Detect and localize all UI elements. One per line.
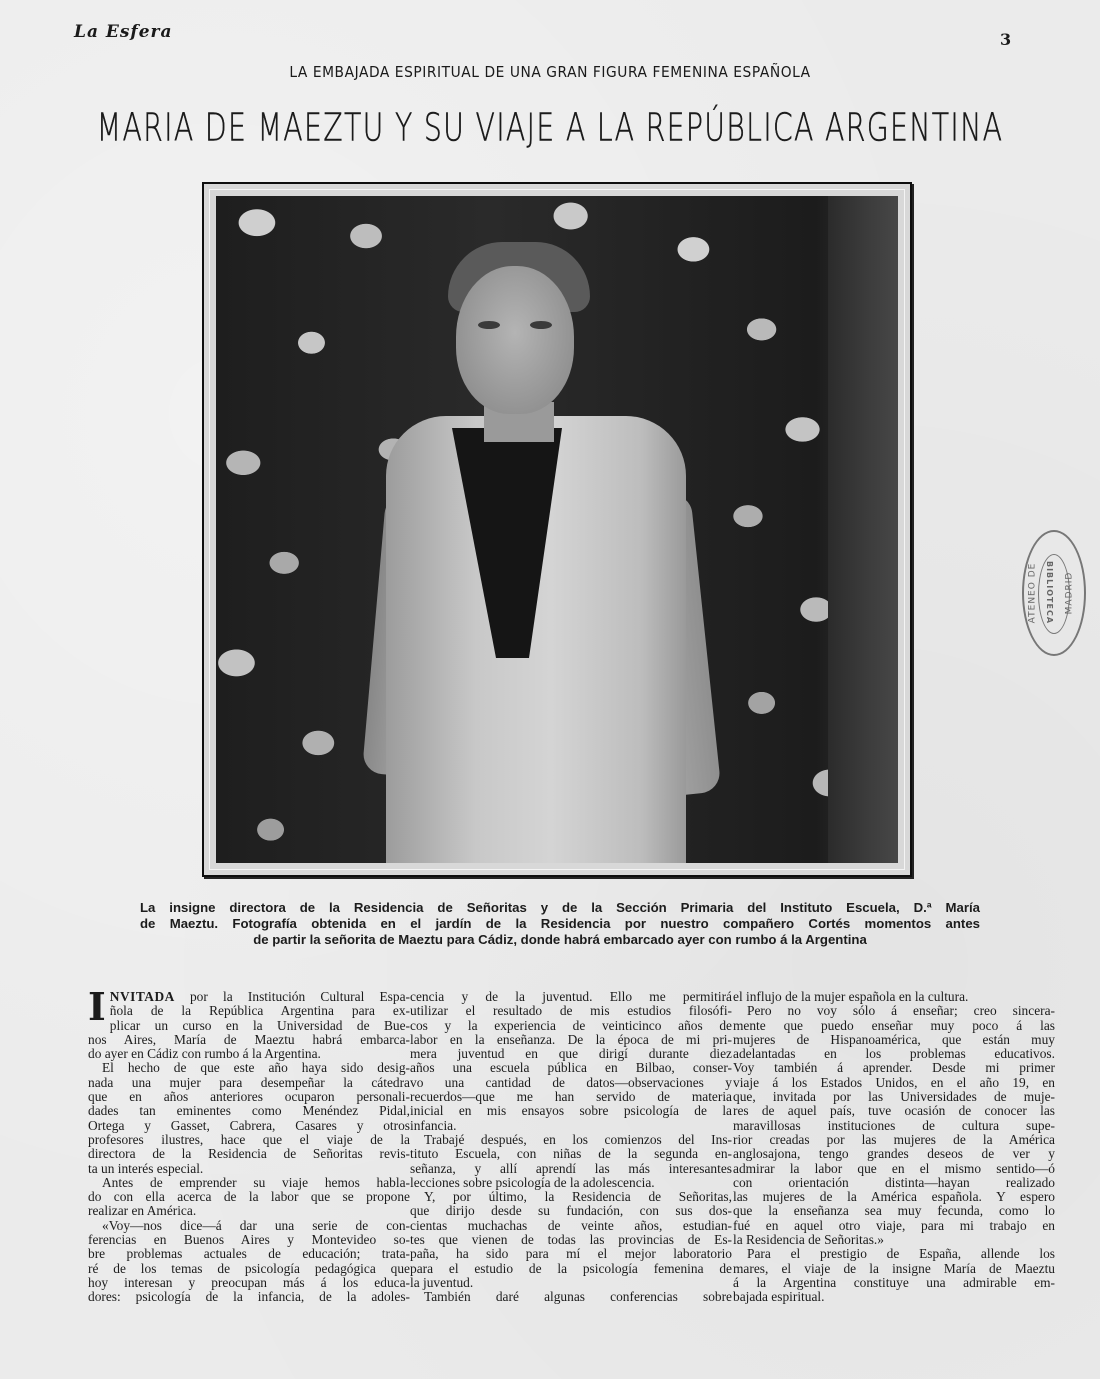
body-text-line: Trabajé después, en los comienzos del Ins- [424, 1131, 732, 1147]
body-text-line: ñola de la República Argentina para ex- [109, 1003, 410, 1019]
body-text-line: el influjo de la mujer española en la cultura. [733, 989, 969, 1004]
body-text-line: bre problemas actuales de educación; trata- [88, 1246, 410, 1262]
body-text-line: infancia. [410, 1117, 457, 1133]
body-text-line: que en años anteriores ocuparon personali- [88, 1089, 410, 1105]
body-text-line: ré de los temas de psicología pedagógica que [88, 1260, 410, 1276]
body-text-line: que, invitada por las Universidades de muje- [733, 1089, 1055, 1105]
column-3-lines [733, 990, 1055, 1305]
lead-smallcaps: NVITADA [109, 989, 175, 1004]
body-text-line: directora de la Residencia de Señoritas revis- [88, 1146, 410, 1162]
body-text-line: labor en la enseñanza. De la época de mi pri- [410, 1031, 732, 1047]
body-column-3 [733, 990, 1055, 1305]
figure-eye [530, 321, 552, 329]
caption-line: de partir la señorita de Maeztu para Cádiz, donde habrá embarcado ayer con rumbo á la Argentina [253, 932, 867, 947]
body-text-line: ferencias en Buenos Aires y Montevideo so- [88, 1232, 410, 1248]
figure-eye [478, 321, 500, 329]
body-text-line: rior creadas por las mujeres de la América [733, 1131, 1055, 1147]
portrait-figure [216, 196, 898, 863]
body-text-line: cientas muchachas de veinte años, estudian- [410, 1217, 732, 1233]
body-text-line: lecciones sobre psicología de la adolescencia. [410, 1174, 655, 1190]
article-kicker: LA EMBAJADA ESPIRITUAL DE UNA GRAN FIGURA FEMENINA ESPAÑOLA [289, 63, 811, 81]
body-text-line: paña, ha sido para mí el mejor laboratorio [410, 1246, 732, 1262]
body-text-line: utilizar el resultado de mis estudios filosófi- [410, 1003, 732, 1019]
body-text-line: la Residencia de Señoritas.» [733, 1232, 884, 1248]
body-text-line: do con ella acerca de la labor que se propone [88, 1189, 410, 1205]
stamp-text-biblioteca: BIBLIOTECA [1045, 560, 1055, 625]
photo-caption [140, 900, 980, 948]
body-text-line: adelantadas en los problemas educativos. [733, 1046, 1055, 1062]
body-text-line: bajada espiritual. [733, 1289, 825, 1305]
body-text-line: ta un interés especial. [88, 1160, 204, 1176]
body-text-line: Para el prestigio de España, allende los [747, 1246, 1055, 1262]
body-text-line: á la Argentina constituye una admirable em- [733, 1274, 1055, 1290]
body-text-line: do ayer en Cádiz con rumbo á la Argentina. [88, 1046, 321, 1062]
body-text-line: con orientación distinta—hayan realizado [733, 1174, 1055, 1190]
body-text-line: cos y la experiencia de veinticinco años de [410, 1017, 732, 1033]
body-text-line: NVITADA por la Institución Cultural Espa- [109, 989, 410, 1004]
body-text-line: anglosajona, tengo grandes deseos de ver y [733, 1146, 1055, 1162]
body-text-line: realizar en América. [88, 1203, 197, 1219]
body-text-line: Ortega y Gasset, Cabrera, Casares y otros [88, 1117, 410, 1133]
body-column-2 [410, 990, 732, 1305]
body-text-line: las mujeres de la América española. Y espero [733, 1189, 1055, 1205]
body-text-line: mujeres de Hispanoamérica, que están muy [733, 1031, 1055, 1047]
body-text-line: res de aquel país, tuve ocasión de conocer las [733, 1103, 1055, 1119]
column-1-lines [88, 984, 410, 1305]
body-text-line: profesores ilustres, hace que el viaje de la [88, 1131, 410, 1147]
caption-line: de Maeztu. Fotografía obtenida en el jardín de la Residencia por nuestro compañero Cortés momentos antes [140, 916, 980, 931]
body-text-line: admirar la labor que en el mismo sentido—ó [733, 1160, 1055, 1176]
body-text-line: años una escuela pública en Bilbao, conser- [410, 1060, 732, 1076]
body-text-line: Y, por último, la Residencia de Señoritas, [424, 1189, 732, 1205]
body-text-line: viaje á los Estados Unidos, en el año 19, en [733, 1074, 1055, 1090]
body-column-1 [88, 984, 410, 1305]
body-text-line: vo una cantidad de datos—observaciones y [410, 1074, 732, 1090]
body-text-line: mente que puedo enseñar muy poco á las [733, 1017, 1055, 1033]
library-stamp [1022, 530, 1086, 656]
photo-frame [202, 182, 912, 877]
stamp-text-ateneo: ATENEO DE [1027, 562, 1038, 624]
portrait-photo [216, 196, 898, 863]
body-text-line: fué en aquel otro viaje, para mi trabajo en [733, 1217, 1055, 1233]
body-text-line: que la enseñanza sea muy fecunda, como lo [733, 1203, 1055, 1219]
page-number: 3 [1000, 30, 1012, 49]
body-text-line: inicial en mis ensayos sobre psicología de la [410, 1103, 732, 1119]
body-text-line: maravillosas instituciones de cultura supe- [733, 1117, 1055, 1133]
body-text-line: cencia y de la juventud. Ello me permitirá [410, 989, 732, 1004]
body-text-line: dades tan eminentes como Menéndez Pidal, [88, 1103, 410, 1119]
body-text-line: la juventud. [410, 1274, 474, 1290]
drop-cap: I [88, 984, 106, 1029]
column-2-lines [410, 990, 732, 1305]
publication-name: La Esfera [74, 22, 173, 42]
body-text-line: tituto Escuela, con niñas de la segunda en- [410, 1146, 732, 1162]
article-headline: MARIA DE MAEZTU Y SU VIAJE A LA REPÚBLICA ARGENTINA [96, 105, 1004, 150]
body-text-line: También daré algunas conferencias sobre [424, 1289, 732, 1305]
body-text-line: señanza, y allí aprendí las más interesantes [410, 1160, 732, 1176]
body-text-line: tes que vienen de todas las provincias de Es- [410, 1232, 732, 1248]
body-text-line: Voy también á aprender. Desde mi primer [733, 1060, 1055, 1076]
body-text-line: El hecho de que este año haya sido desig- [102, 1060, 410, 1076]
body-text-line: plicar un curso en la Universidad de Bue- [109, 1017, 410, 1033]
body-text-line: «Voy—nos dice—á dar una serie de con- [102, 1217, 410, 1233]
stamp-text-madrid: MADRID [1064, 571, 1075, 615]
body-text-line: recuerdos—que me han servido de materia [410, 1089, 732, 1105]
body-text-line: dores: psicología de la infancia, de la adoles- [88, 1289, 410, 1305]
body-text-line: mera juventud en que dirigí durante diez [410, 1046, 732, 1062]
body-text-line: Antes de emprender su viaje hemos habla- [102, 1174, 410, 1190]
caption-line: La insigne directora de la Residencia de Señoritas y de la Sección Primaria del Instituto Escuela, D.ª María [140, 900, 980, 915]
figure-face [456, 266, 574, 414]
body-text-line: para el estudio de la psicología femenina de [410, 1260, 732, 1276]
body-text-line: que dirijo desde su fundación, con sus dos- [410, 1203, 732, 1219]
body-text-line: nos Aires, María de Maeztu habrá embarca- [88, 1031, 410, 1047]
body-text-line: Pero no voy sólo á enseñar; creo sincera- [747, 1003, 1055, 1019]
body-text-line: nada una mujer para desempeñar la cátedra [88, 1074, 410, 1090]
body-text-line: mares, el viaje de la insigne María de Maeztu [733, 1260, 1055, 1276]
body-text-line: hoy interesan y preocupan más á los educa- [88, 1274, 410, 1290]
